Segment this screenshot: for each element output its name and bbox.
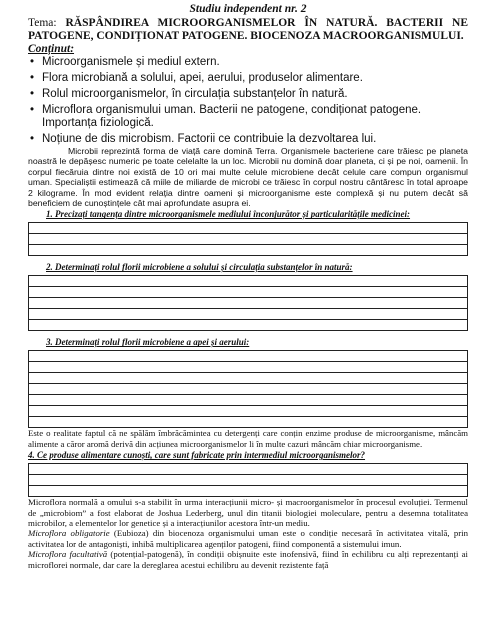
answer-line[interactable] xyxy=(29,234,467,245)
answer-line[interactable] xyxy=(29,417,467,428)
answer-line[interactable] xyxy=(29,223,467,234)
answer-line[interactable] xyxy=(29,351,467,362)
bullet-icon: • xyxy=(30,104,35,116)
worksheet-page xyxy=(28,0,468,570)
list-item: • Microorganismele și mediul extern. xyxy=(30,56,220,68)
topic-label: Tema: xyxy=(28,17,57,29)
answer-box-1[interactable] xyxy=(28,222,468,256)
obligatorie-paragraph: Microflora obligatorie (Eubioza) din biocenoza organismului uman este o condiție necesară în activitatea vitală, prin activitatea lor de antagoniști, inhibă multiplicarea agenților patogeni, fiind componentă a sistemului imun. xyxy=(28,528,468,549)
question-1: 1. Precizați tangența dintre microorganismele mediului înconjurător și particularitățile medicinei: xyxy=(46,209,411,220)
topic-text: RĂSPÂNDIREA MICROORGANISMELOR ÎN NATURĂ. BACTERII NE PATOGENE, CONDIȚIONAT PATOGENE. BIOCENOZA MACROORGANISMULUI. xyxy=(28,17,468,42)
list-item: • Noțiune de dis microbism. Factorii ce contribuie la dezvoltarea lui. xyxy=(30,133,377,145)
answer-box-2[interactable] xyxy=(28,275,468,331)
answer-box-3[interactable] xyxy=(28,350,468,428)
list-item: • Rolul microorganismelor, în circulația substanțelor în natură. xyxy=(30,88,348,100)
question-2: 2. Determinați rolul florii microbiene a solului și circulația substanțelor în natură: xyxy=(46,262,353,273)
question-3: 3. Determinați rolul florii microbiene a apei și aerului: xyxy=(46,337,250,348)
contents-list xyxy=(28,56,468,146)
answer-line[interactable] xyxy=(29,475,467,486)
answer-line[interactable] xyxy=(29,464,467,475)
answer-line[interactable] xyxy=(29,287,467,298)
question-4: 4. Ce produse alimentare cunoști, care sunt fabricate prin intermediul microorganismelor? xyxy=(28,450,366,461)
bullet-icon: • xyxy=(30,133,35,145)
obligatorie-term: Microflora obligatorie xyxy=(28,528,110,539)
answer-line[interactable] xyxy=(29,276,467,287)
bullet-icon: • xyxy=(30,88,35,100)
detergent-paragraph: Este o realitate faptul că ne spălăm îmbrăcămintea cu detergenți care conțin enzime produse de microorganisme, mâncăm alimente a căror aromă derivă din acțiunea microorganismelor li în multe cazuri mâncăm chiar microorganisme. xyxy=(28,428,468,449)
answer-line[interactable] xyxy=(29,395,467,406)
facultativa-term: Microflora facultativă xyxy=(28,549,108,560)
answer-line[interactable] xyxy=(29,245,467,256)
answer-line[interactable] xyxy=(29,384,467,395)
contents-label: Conținut: xyxy=(28,43,75,55)
answer-line[interactable] xyxy=(29,320,467,331)
list-item: • Microflora organismului uman. Bacterii ne patogene, condiționat patogene. Importanța fiziologică. xyxy=(30,104,422,129)
microflora-paragraph: Microflora normală a omului s-a stabilit în urma interacțiunii micro- și macroorganismelor în procesul evoluției. Termenul de „microbiom” a fost elaborat de Joshua Lederberg, unul din titanii biologiei moleculare, pentru a desemna totalitatea microbilor, a elementelor lor genetice și a interacțiunilor acestora într-un mediu. xyxy=(28,497,468,529)
answer-box-4[interactable] xyxy=(28,463,468,497)
answer-line[interactable] xyxy=(29,298,467,309)
topic xyxy=(28,17,468,43)
intro-paragraph: Microbii reprezintă forma de viață care domină Terra. Organismele bacteriene care trăiesc pe planeta noastră le depășesc numeric pe toate celelalte la un loc. Microbii nu domină doar planeta, ci și pe noi, oamenii. În corpul fiecăruia dintre noi există de 10 ori mai multe celule microbiene decât celule care compun organismul uman. Specialiștii estimează că miile de miliarde de microbi ce trăiesc în corpul nostru cântăresc în total aproape 2 kilograme. În mod evident relația dintre oameni și microorganisme este complexă și nu putem decât să beneficiem de cunoștințele cât mai aprofundate asupra ei. xyxy=(28,146,468,209)
facultativa-paragraph: Microflora facultativă (potențial-patogenă), în condiții obișnuite este inofensivă, fiind în echilibru cu alți reprezentanți ai microflorei normale, dar care la dereglarea acestui echilibru au devenit rezistente față xyxy=(28,549,469,570)
bullet-icon: • xyxy=(30,72,35,84)
answer-line[interactable] xyxy=(29,362,467,373)
answer-line[interactable] xyxy=(29,486,467,497)
bullet-icon: • xyxy=(30,56,35,68)
list-item: • Flora microbiană a solului, apei, aerului, produselor alimentare. xyxy=(30,72,363,84)
answer-line[interactable] xyxy=(29,406,467,417)
page-title: Studiu independent nr. 2 xyxy=(189,3,307,15)
answer-line[interactable] xyxy=(29,309,467,320)
answer-line[interactable] xyxy=(29,373,467,384)
